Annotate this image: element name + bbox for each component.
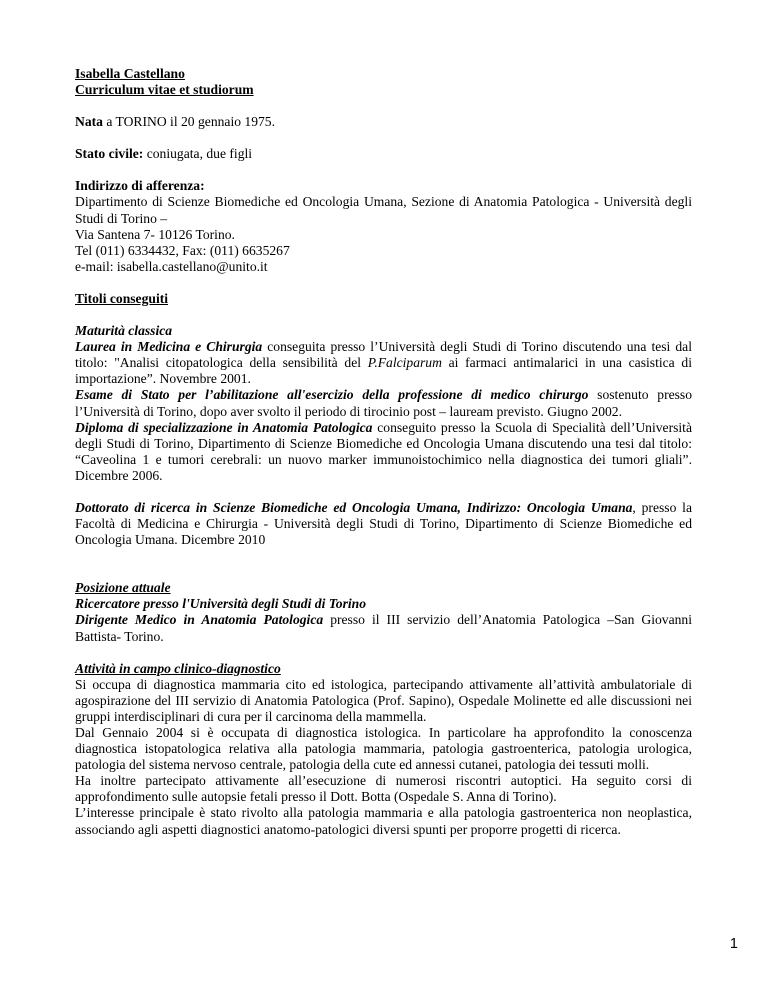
dottorato-title: Dottorato di ricerca in Scienze Biomediche ed Oncologia Umana, Indirizzo: Oncologia Umana bbox=[75, 499, 633, 515]
maturita-line: Maturità classica bbox=[75, 323, 173, 339]
dottorato-paragraph bbox=[75, 500, 692, 548]
civil-status-text: coniugata, due figli bbox=[143, 146, 253, 162]
laurea-paragraph bbox=[75, 339, 692, 387]
author-name: Isabella Castellano bbox=[75, 66, 185, 81]
attivita-paragraph-2: Dal Gennaio 2004 si è occupata di diagnostica istologica. In particolare ha approfondito la conoscenza diagnostica istopatologica relativa alla patologia mammaria, patologia gastroenterica, patologia urologica, patologia del sistema nervoso centrale, patologia della cute ed annessi cutanei, patologia dei tessuti molli. bbox=[75, 725, 692, 773]
birth-line bbox=[75, 114, 692, 130]
dottorato-text: , presso la Facoltà di Medicina e Chirurgia - Università degli Studi di Torino, Dipartimento di Scienze Biomediche ed Oncologia Umana. Dicembre 2010 bbox=[75, 499, 692, 548]
esame-paragraph bbox=[75, 387, 692, 419]
affiliation-department: Dipartimento di Scienze Biomediche ed Oncologia Umana, Sezione di Anatomia Patologica - Università degli Studi di Torino – bbox=[75, 194, 692, 226]
affiliation-phone: Tel (011) 6334432, Fax: (011) 6635267 bbox=[75, 242, 290, 258]
attivita-paragraph-1: Si occupa di diagnostica mammaria cito ed istologica, partecipando attivamente all’attività ambulatoriale di agospirazione del III servizio di Anatomia Patologica (Prof. Sapino), Ospedale Molinette ed alle discussioni nei gruppi interdisciplinari di cura per il carcinoma della mammella. bbox=[75, 676, 692, 724]
dirigente-text: presso il III servizio dell’Anatomia Patologica –San Giovanni Battista- Torino. bbox=[75, 612, 693, 644]
posizione-heading: Posizione attuale bbox=[75, 580, 171, 596]
birth-text: a TORINO il 20 gennaio 1975. bbox=[102, 114, 275, 130]
document-subtitle: Curriculum vitae et studiorum bbox=[75, 82, 254, 98]
titoli-heading: Titoli conseguiti bbox=[75, 290, 169, 306]
affiliation-email: e-mail: isabella.castellano@unito.it bbox=[75, 258, 268, 274]
attivita-paragraph-3: Ha inoltre partecipato attivamente all’esecuzione di numerosi riscontri autoptici. Ha seguito corsi di approfondimento sulle autopsie fetali presso il Dott. Botta (Ospedale S. Anna di Torino). bbox=[75, 773, 692, 805]
posizione-ricercatore: Ricercatore presso l'Università degli Studi di Torino bbox=[75, 596, 367, 612]
laurea-title: Laurea in Medicina e Chirurgia bbox=[75, 339, 263, 355]
civil-status-label: Stato civile: bbox=[75, 146, 144, 162]
attivita-heading: Attività in campo clinico-diagnostico bbox=[75, 660, 281, 676]
esame-text: sostenuto presso l’Università di Torino, dopo aver svolto il periodo di tirocinio post – lauream previsto. Giugno 2002. bbox=[75, 387, 693, 419]
attivita-paragraph-4: L’interesse principale è stato rivolto alla patologia mammaria e alla patologia gastroenterica non neoplastica, associando agli aspetti diagnostici anatomo-patologici diversi spunti per proporre progetti di ricerca. bbox=[75, 805, 692, 837]
diploma-text: conseguito presso la Scuola di Specialità dell’Università degli Studi di Torino, Dipartimento di Scienze Biomediche ed Oncologia Umana discutendo una tesi dal titolo: “Caveolina 1 e tumori cerebrali: un nuovo marker immunoistochimico nella diagnostica dei tumori gliali”. Dicembre 2006. bbox=[75, 419, 692, 483]
laurea-text-2: ai farmaci antimalarici in una casistica di importazione”. Novembre 2001. bbox=[75, 355, 692, 387]
civil-status-line bbox=[75, 146, 692, 162]
document-page bbox=[75, 66, 692, 838]
laurea-species: P.Falciparum bbox=[367, 355, 442, 371]
diploma-paragraph bbox=[75, 420, 692, 484]
dirigente-paragraph bbox=[75, 612, 692, 644]
affiliation-street: Via Santena 7- 10126 Torino. bbox=[75, 226, 235, 242]
laurea-text-1: conseguita presso l’Università degli Studi di Torino discutendo una tesi dal titolo: "Analisi citopatologica della sensibilità del bbox=[75, 339, 692, 371]
birth-label: Nata bbox=[75, 114, 103, 130]
affiliation-label: Indirizzo di afferenza: bbox=[75, 178, 205, 194]
page-number: 1 bbox=[729, 936, 738, 952]
diploma-title: Diploma di specializzazione in Anatomia Patologica bbox=[75, 419, 373, 435]
dirigente-title: Dirigente Medico in Anatomia Patologica bbox=[75, 612, 324, 628]
esame-title: Esame di Stato per l’abilitazione all'esercizio della professione di medico chirurgo bbox=[75, 387, 589, 403]
